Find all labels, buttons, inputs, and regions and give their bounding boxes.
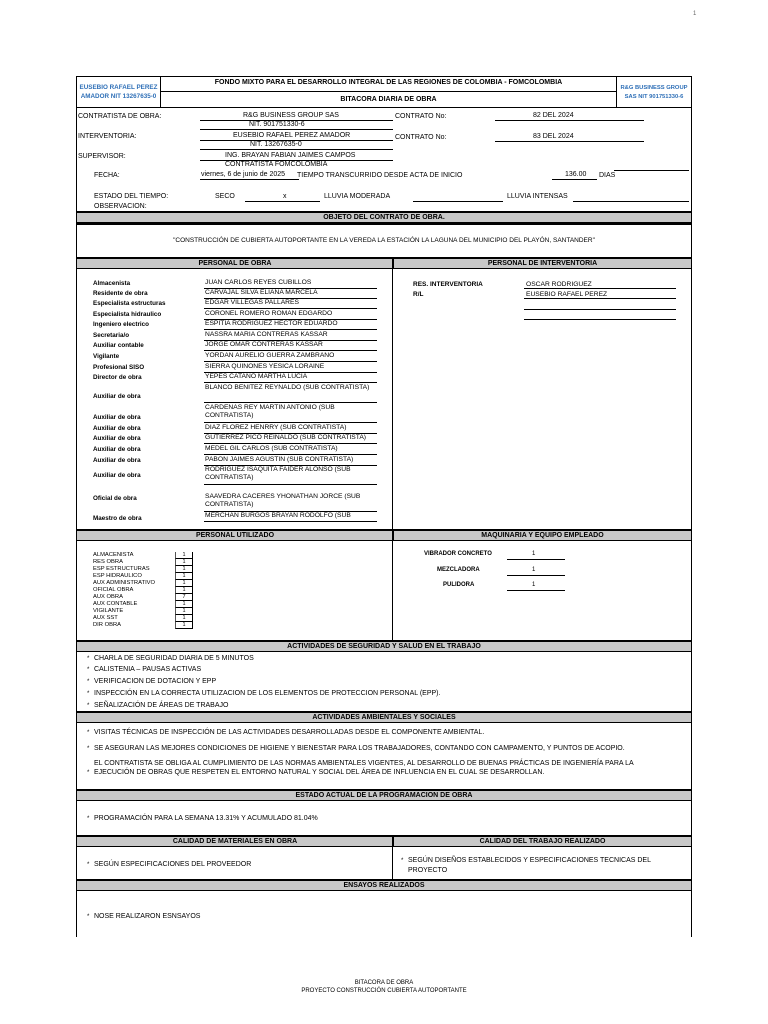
tiempo-value: 136.00 [565, 171, 587, 178]
pu-label: AUX CONTABLE [93, 601, 138, 607]
pu-label: DIR OBRA [93, 622, 122, 628]
person-name: JUAN CARLOS REYES CUBILLOS [204, 279, 377, 289]
pu-value: 1 [175, 587, 193, 594]
role-label: Maestro de obra [93, 515, 142, 522]
contrato-value-1: 82 DEL 2024 [533, 112, 574, 119]
pu-label: AUX ADMINISTRATIVO [93, 580, 156, 586]
role-label: Director de obra [93, 374, 142, 381]
seco-mark: x [283, 193, 287, 200]
person-name: CARDENAS REY MARTIN ANTONIO (SUB CONTRATISTA) [204, 404, 377, 423]
ambiental-item-line1: EL CONTRATISTA SE OBLIGA AL CUMPLIMIENTO DE LAS NORMAS AMBIENTALES VIGENTES, AL DESARROLLO DE BUENAS PRÁCTICAS DE INGENIERÍA PARA LA [94, 760, 634, 767]
section-personal-interventoria-title: PERSONAL DE INTERVENTORIA [393, 257, 691, 269]
contrato-label-2: CONTRATO No: [395, 134, 447, 141]
contratista-label: CONTRATISTA DE OBRA: [78, 113, 162, 120]
ambiental-item: * VISITAS TÉCNICAS DE INSPECCIÓN DE LAS ACTIVIDADES DESARROLLADAS DESDE EL COMPONENTE AMBIENTAL. [87, 729, 485, 736]
person-name: DIAZ FLOREZ HENRRY (SUB CONTRATISTA) [204, 424, 377, 434]
header-right-line2: SAS NIT 901751330-6 [624, 94, 684, 100]
interventoria-person: EUSEBIO RAFAEL PEREZ [526, 291, 608, 298]
pu-label: ALMACENISTA [93, 552, 134, 558]
form-header [77, 77, 691, 108]
contrato-value-2: 83 DEL 2024 [533, 133, 574, 140]
person-name: MEDEL GIL CARLOS (SUB CONTRATISTA) [204, 445, 377, 455]
calidad-materiales-text: * SEGÚN ESPECIFICACIONES DEL PROVEEDOR [87, 861, 252, 868]
header-right-company [616, 77, 691, 107]
section-objeto-title: OBJETO DEL CONTRATO DE OBRA. [77, 211, 691, 223]
form-title: FONDO MIXTO PARA EL DESARROLLO INTEGRAL DE LAS REGIONES DE COLOMBIA - FOMCOLOMBIA [161, 77, 616, 92]
person-name: NASSRA MARIA CONTRERAS KASSAR [204, 331, 377, 341]
role-label: Profesional SISO [93, 364, 145, 371]
person-name: CARVAJAL SILVA ELIANA MARCELA [204, 289, 377, 299]
pu-value: 1 [175, 573, 193, 580]
maq-label: PULIDORA [443, 582, 475, 588]
section-personal-obra-title: PERSONAL DE OBRA [77, 257, 393, 269]
seguridad-item: * CALISTENIA – PAUSAS ACTIVAS [87, 666, 202, 673]
ambiental-item: * SE ASEGURAN LAS MEJORES CONDICIONES DE HIGIENE Y BIENESTAR PARA LOS TRABAJADORES, CONTANDO CON CAMPAMENTO, Y PUNTOS DE ACOPIO. [87, 745, 625, 752]
fecha-label: FECHA: [94, 172, 120, 179]
pu-label: ESP ESTRUCTURAS [93, 566, 150, 572]
ambiental-item-line2: * EJECUCIÓN DE OBRAS QUE RESPETEN EL ENTORNO NATURAL Y SOCIAL DEL ÁREA DE INFLUENCIA EN EL CUAL SE DESARROLLAN. [87, 769, 545, 776]
interventoria-role: R/L [413, 291, 424, 298]
pu-value: 7 [175, 594, 193, 601]
role-label: Auxiliar de obra [93, 425, 141, 432]
estado-tiempo-label: ESTADO DEL TIEMPO: [94, 193, 169, 200]
role-label: Ingeniero electrico [93, 321, 149, 328]
section-calidad-materiales-title: CALIDAD DE MATERIALES EN OBRA [77, 835, 393, 847]
role-label: Vigilante [93, 353, 120, 360]
role-label: Especialista estructuras [93, 300, 166, 307]
pu-value: 1 [175, 580, 193, 587]
seguridad-item: * VERIFICACION DE DOTACION Y EPP [87, 678, 217, 685]
pu-label: AUX SST [93, 615, 118, 621]
section-ambientales-title: ACTIVIDADES AMBIENTALES Y SOCIALES [77, 711, 691, 723]
contratista-name: R&G BUSINESS GROUP SAS [243, 112, 339, 119]
section-maquinaria-title: MAQUINARIA Y EQUIPO EMPLEADO [393, 529, 691, 541]
role-label: Auxiliar de obra [93, 472, 141, 479]
section-personal-utilizado-title: PERSONAL UTILIZADO [77, 529, 393, 541]
calidad-trabajo-line2: PROYECTO [408, 867, 448, 874]
form-subtitle: BITACORA DIARIA DE OBRA [340, 96, 437, 103]
pu-value: 1 [175, 601, 193, 608]
pu-value: 1 [175, 615, 193, 622]
fecha-value: viernes, 6 de junio de 2025 [201, 171, 286, 178]
objeto-text: "CONSTRUCCIÓN DE CUBIERTA AUTOPORTANTE EN LA VEREDA LA ESTACIÓN LA LAGUNA DEL MUNICIPIO DEL PLAYÓN, SANTANDER" [173, 237, 595, 244]
pu-label: AUX OBRA [93, 594, 123, 600]
interventoria-name: EUSEBIO RAFAEL PEREZ AMADOR [233, 132, 351, 139]
header-left-line2: AMADOR NIT 13267635-0 [80, 93, 157, 100]
seguridad-item: * INSPECCIÓN EN LA CORRECTA UTILIZACION DE LOS ELEMENTOS DE PROTECCION PERSONAL (EPP). [87, 690, 441, 697]
interventoria-nit: NIT. 13267635-0 [250, 141, 302, 148]
pu-label: ESP HIDRAULICO [93, 573, 142, 579]
interventoria-person: OSCAR RODRIGUEZ [526, 281, 592, 288]
role-label: Auxiliar de obra [93, 435, 141, 442]
person-name: BLANCO BENITEZ REYNALDO (SUB CONTRATISTA) [204, 384, 377, 403]
observacion-label: OBSERVACION: [94, 203, 147, 210]
lluvia-moderada-label: LLUVIA MODERADA [324, 193, 391, 200]
footer-line1: BITACORA DE OBRA [354, 980, 414, 986]
person-name: SIERRA QUIÑONES YESICA LORAINE [204, 363, 377, 373]
section-programacion-title: ESTADO ACTUAL DE LA PROGRAMACION DE OBRA [77, 789, 691, 801]
page-number: 1 [693, 11, 697, 17]
maq-label: VIBRADOR CONCRETO [424, 551, 492, 557]
person-name: CORONEL ROMERO ROMAN EDGARDO [204, 310, 377, 320]
logbook-form [76, 76, 692, 937]
header-left-company [77, 77, 161, 107]
contratista-nit: NIT. 901751330-6 [249, 121, 305, 128]
person-name: GUTIERREZ PICO REINALDO (SUB CONTRATISTA) [204, 434, 377, 444]
seguridad-item: * SEÑALIZACIÓN DE ÁREAS DE TRABAJO [87, 702, 229, 709]
programacion-text: * PROGRAMACIÓN PARA LA SEMANA 13.31% Y ACUMULADO 81.04% [87, 815, 318, 822]
seguridad-item: * CHARLA DE SEGURIDAD DIARIA DE 5 MINUTOS [87, 655, 254, 662]
calidad-trabajo-line1: * SEGÚN DISEÑOS ESTABLECIDOS Y ESPECIFICACIONES TECNICAS DEL [401, 857, 651, 864]
header-right-line1: R&G BUSINESS GROUP [620, 85, 688, 91]
role-label: Secretaria/o [93, 332, 130, 339]
person-name: YEPES CATAÑO MARTHA LUCIA [204, 373, 377, 383]
interventoria-label: INTERVENTORIA: [78, 133, 137, 140]
pu-value: 1 [175, 559, 193, 566]
person-name: ESPITIA RODRIGUEZ HECTOR EDUARDO [204, 320, 377, 330]
section-calidad-trabajo-title: CALIDAD DEL TRABAJO REALIZADO [393, 835, 691, 847]
supervisor-org: CONTRATISTA FOMCOLOMBIA [225, 161, 328, 168]
person-name: JORGE OMAR CONTRERAS KASSAR [204, 341, 377, 351]
pu-label: RES OBRA [93, 559, 123, 565]
role-label: Especialista hidraulico [93, 311, 162, 318]
maq-value: 1 [532, 582, 536, 588]
footer-line2: PROYECTO CONSTRUCCIÓN CUBIERTA AUTOPORTANTE [301, 988, 467, 994]
dias-label: DIAS [599, 172, 616, 179]
pu-value: 1 [175, 566, 193, 573]
role-label: Oficial de obra [93, 495, 137, 502]
section-seguridad-title: ACTIVIDADES DE SEGURIDAD Y SALUD EN EL TRABAJO [77, 640, 691, 652]
person-name: YORDAN AURELIO GUERRA ZAMBRANO [204, 352, 377, 362]
role-label: Auxiliar de obra [93, 457, 141, 464]
interventoria-role: RES. INTERVENTORIA [413, 281, 483, 288]
section-ensayos-title: ENSAYOS REALIZADOS [77, 879, 691, 891]
maq-value: 1 [532, 551, 536, 557]
person-name: MERCHAN BURGOS BRAYAN RODOLFO (SUB [204, 512, 377, 522]
ensayos-text: * NOSE REALIZARON ESNSAYOS [87, 913, 201, 920]
person-name: RODRIGUEZ ISAQUITA FAIDER ALONSO (SUB CONTRATISTA) [204, 466, 377, 485]
role-label: Auxiliar de obra [93, 393, 141, 400]
maq-label: MEZCLADORA [437, 567, 480, 573]
pu-value: 1 [175, 552, 193, 559]
header-left-line1: EUSEBIO RAFAEL PEREZ [79, 84, 158, 91]
role-label: Almacenista [93, 280, 131, 287]
role-label: Auxiliar de obra [93, 446, 141, 453]
supervisor-label: SUPERVISOR: [78, 153, 126, 160]
role-label: Residente de obra [93, 290, 148, 297]
pu-value: 1 [175, 622, 193, 629]
seco-label: SECO [215, 193, 235, 200]
maq-value: 1 [532, 567, 536, 573]
pu-label: VIGILANTE [93, 608, 124, 614]
pu-label: OFICIAL OBRA [93, 587, 134, 593]
lluvia-intensas-label: LLUVIA INTENSAS [507, 193, 568, 200]
person-name: PABON JAIMES AGUSTIN (SUB CONTRATISTA) [204, 456, 377, 466]
supervisor-name: ING. BRAYAN FABIAN JAIMES CAMPOS [225, 152, 356, 159]
person-name: SAAVEDRA CACERES YHONATHAN JORCE (SUB CONTRATISTA) [204, 493, 377, 512]
role-label: Auxiliar contable [93, 342, 144, 349]
pu-value: 1 [175, 608, 193, 615]
person-name: EDGAR VILLEGAS PALLARES [204, 299, 377, 309]
contrato-label-1: CONTRATO No: [395, 113, 447, 120]
tiempo-label: TIEMPO TRANSCURRIDO DESDE ACTA DE INICIO [297, 172, 463, 179]
role-label: Auxiliar de obra [93, 414, 141, 421]
